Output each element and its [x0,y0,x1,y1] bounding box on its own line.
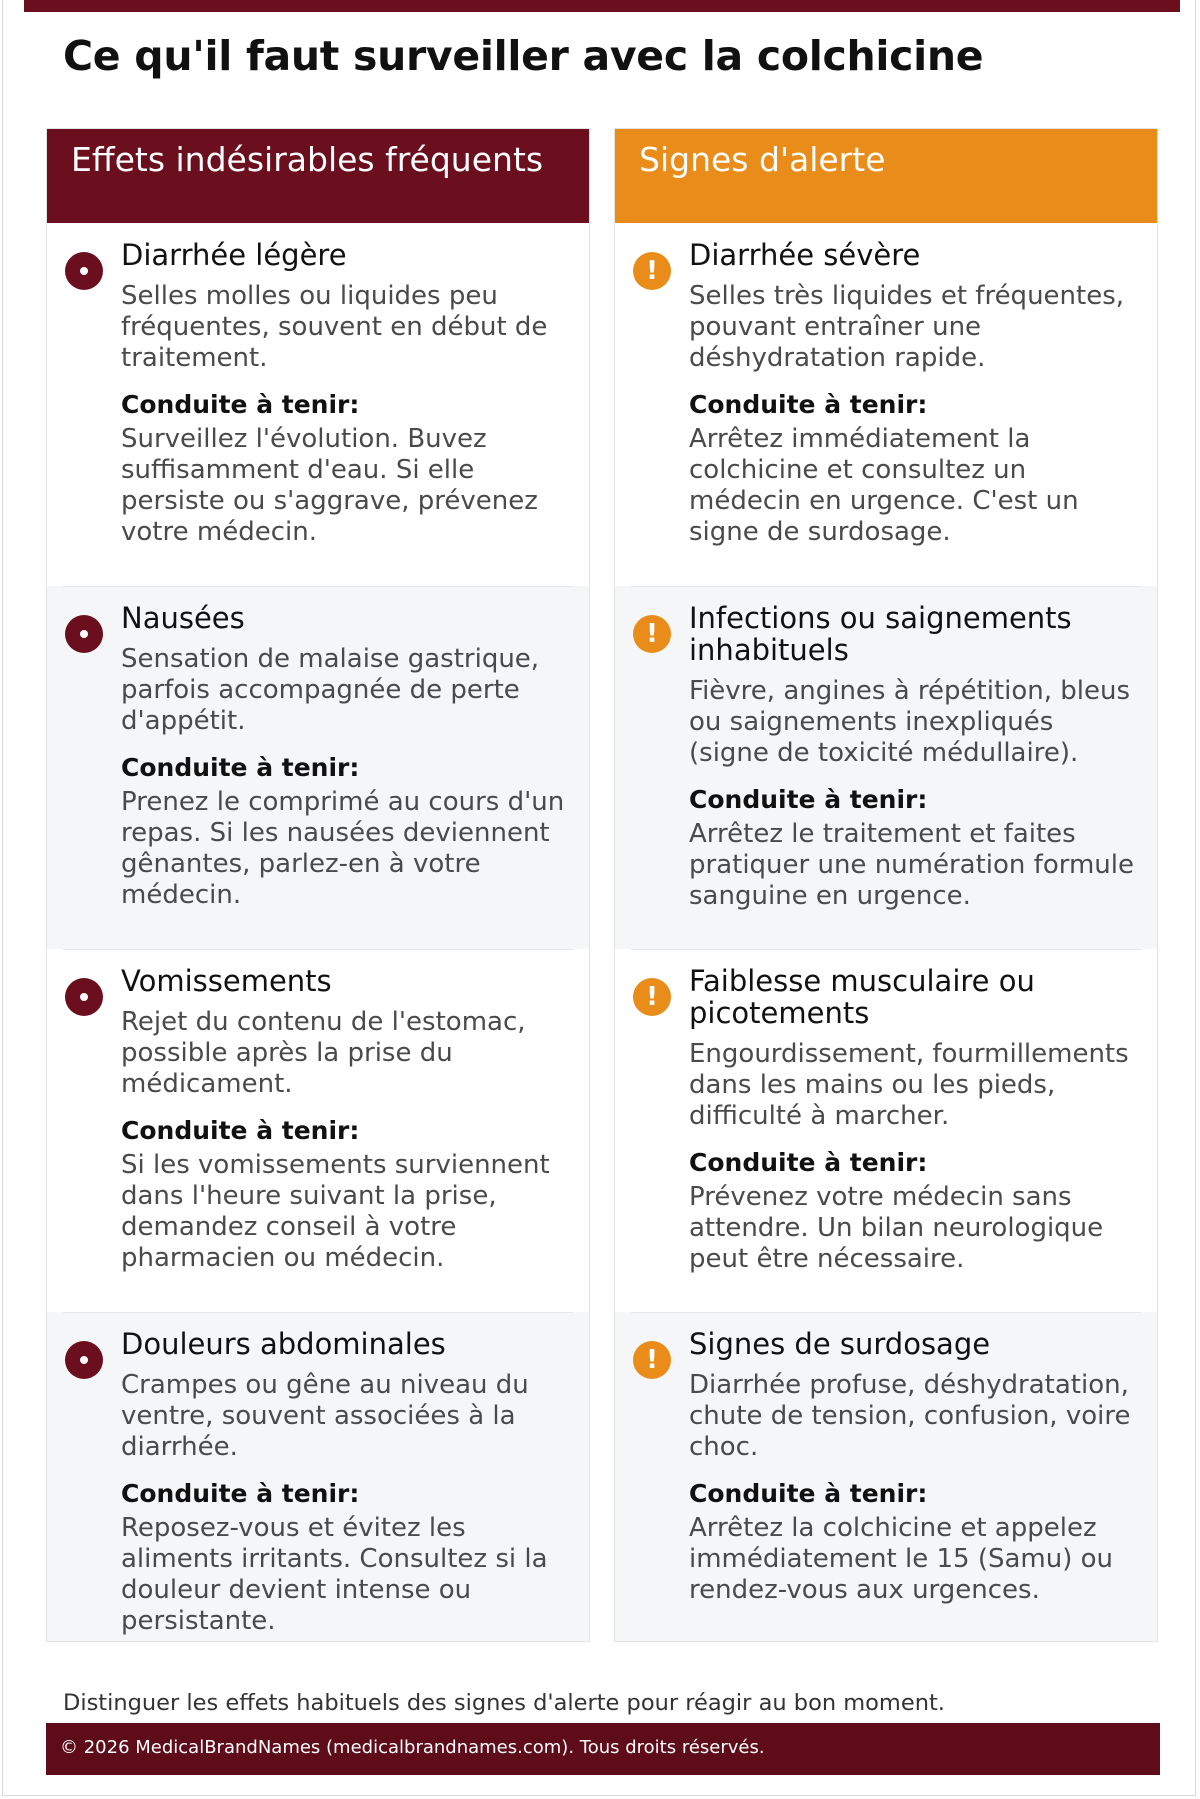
effect-item [47,223,589,586]
exclamation-icon: ! [633,1341,671,1379]
conduct-text: Arrêtez la colchicine et appelez immédiatement le 15 (Samu) ou rendez-vous aux urgences. [689,1513,1113,1605]
effect-item [47,1312,589,1642]
warning-title: Faiblesse musculaire ou picotements [689,964,1035,1030]
exclamation-icon: ! [633,978,671,1016]
warning-title: Diarrhée sévère [689,238,921,272]
effect-title: Vomissements [121,964,332,998]
summary-note: Distinguer les effets habituels des signes d'alerte pour réagir au bon moment. [63,1689,945,1716]
conduct-text: Prévenez votre médecin sans attendre. Un bilan neurologique peut être nécessaire. [689,1182,1104,1274]
footer [46,1723,1160,1775]
effect-title: Nausées [121,601,245,635]
warning-item [615,223,1157,586]
effect-description: Rejet du contenu de l'estomac, possible après la prise du médicament. [121,1007,526,1099]
warning-description: Selles très liquides et fréquentes, pouvant entraîner une déshydratation rapide. [689,281,1125,373]
page-title: Ce qu'il faut surveiller avec la colchicine [63,32,984,80]
copyright-text: © 2026 MedicalBrandNames (medicalbrandnames.com). Tous droits réservés. [60,1737,765,1758]
dot-icon [65,615,103,653]
common-effects-heading: Effets indésirables fréquents [47,129,589,223]
page [2,0,1196,1796]
conduct-label: Conduite à tenir: [689,1479,928,1508]
conduct-label: Conduite à tenir: [121,390,360,419]
exclamation-icon: ! [633,252,671,290]
conduct-label: Conduite à tenir: [121,753,360,782]
dot-icon [65,252,103,290]
warning-title: Signes de surdosage [689,1327,991,1361]
conduct-text: Si les vomissements surviennent dans l'heure suivant la prise, demandez conseil à votre pharmacien ou médecin. [121,1150,550,1273]
effect-description: Selles molles ou liquides peu fréquentes, souvent en début de traitement. [121,281,548,373]
effect-description: Crampes ou gêne au niveau du ventre, souvent associées à la diarrhée. [121,1370,529,1462]
conduct-label: Conduite à tenir: [121,1116,360,1145]
conduct-label: Conduite à tenir: [689,785,928,814]
exclamation-icon: ! [633,615,671,653]
effect-item [47,949,589,1312]
warning-item [615,1312,1157,1642]
warning-item [615,949,1157,1312]
warning-description: Diarrhée profuse, déshydratation, chute de tension, confusion, voire choc. [689,1370,1131,1462]
effect-title: Douleurs abdominales [121,1327,446,1361]
dot-icon [65,978,103,1016]
conduct-label: Conduite à tenir: [121,1479,360,1508]
conduct-text: Reposez-vous et évitez les aliments irritants. Consultez si la douleur devient intense ou persistante. [121,1513,548,1636]
common-effects-column [46,128,590,1642]
conduct-text: Arrêtez le traitement et faites pratiquer une numération formule sanguine en urgence. [689,819,1134,911]
conduct-label: Conduite à tenir: [689,390,928,419]
warning-description: Engourdissement, fourmillements dans les mains ou les pieds, difficulté à marcher. [689,1039,1129,1131]
conduct-label: Conduite à tenir: [689,1148,928,1177]
warning-description: Fièvre, angines à répétition, bleus ou saignements inexpliqués (signe de toxicité médullaire). [689,676,1131,768]
conduct-text: Surveillez l'évolution. Buvez suffisamment d'eau. Si elle persiste ou s'aggrave, prévenez votre médecin. [121,424,538,547]
effect-item [47,586,589,949]
warning-item [615,586,1157,949]
effect-title: Diarrhée légère [121,238,347,272]
conduct-text: Arrêtez immédiatement la colchicine et consultez un médecin en urgence. C'est un signe de surdosage. [689,424,1079,547]
conduct-text: Prenez le comprimé au cours d'un repas. Si les nausées deviennent gênantes, parlez-en à votre médecin. [121,787,565,910]
warning-signs-heading: Signes d'alerte [615,129,1157,223]
dot-icon [65,1341,103,1379]
top-accent-bar [24,0,1180,12]
warning-title: Infections ou saignements inhabituels [689,601,1072,667]
warning-signs-column [614,128,1158,1642]
effect-description: Sensation de malaise gastrique, parfois accompagnée de perte d'appétit. [121,644,540,736]
